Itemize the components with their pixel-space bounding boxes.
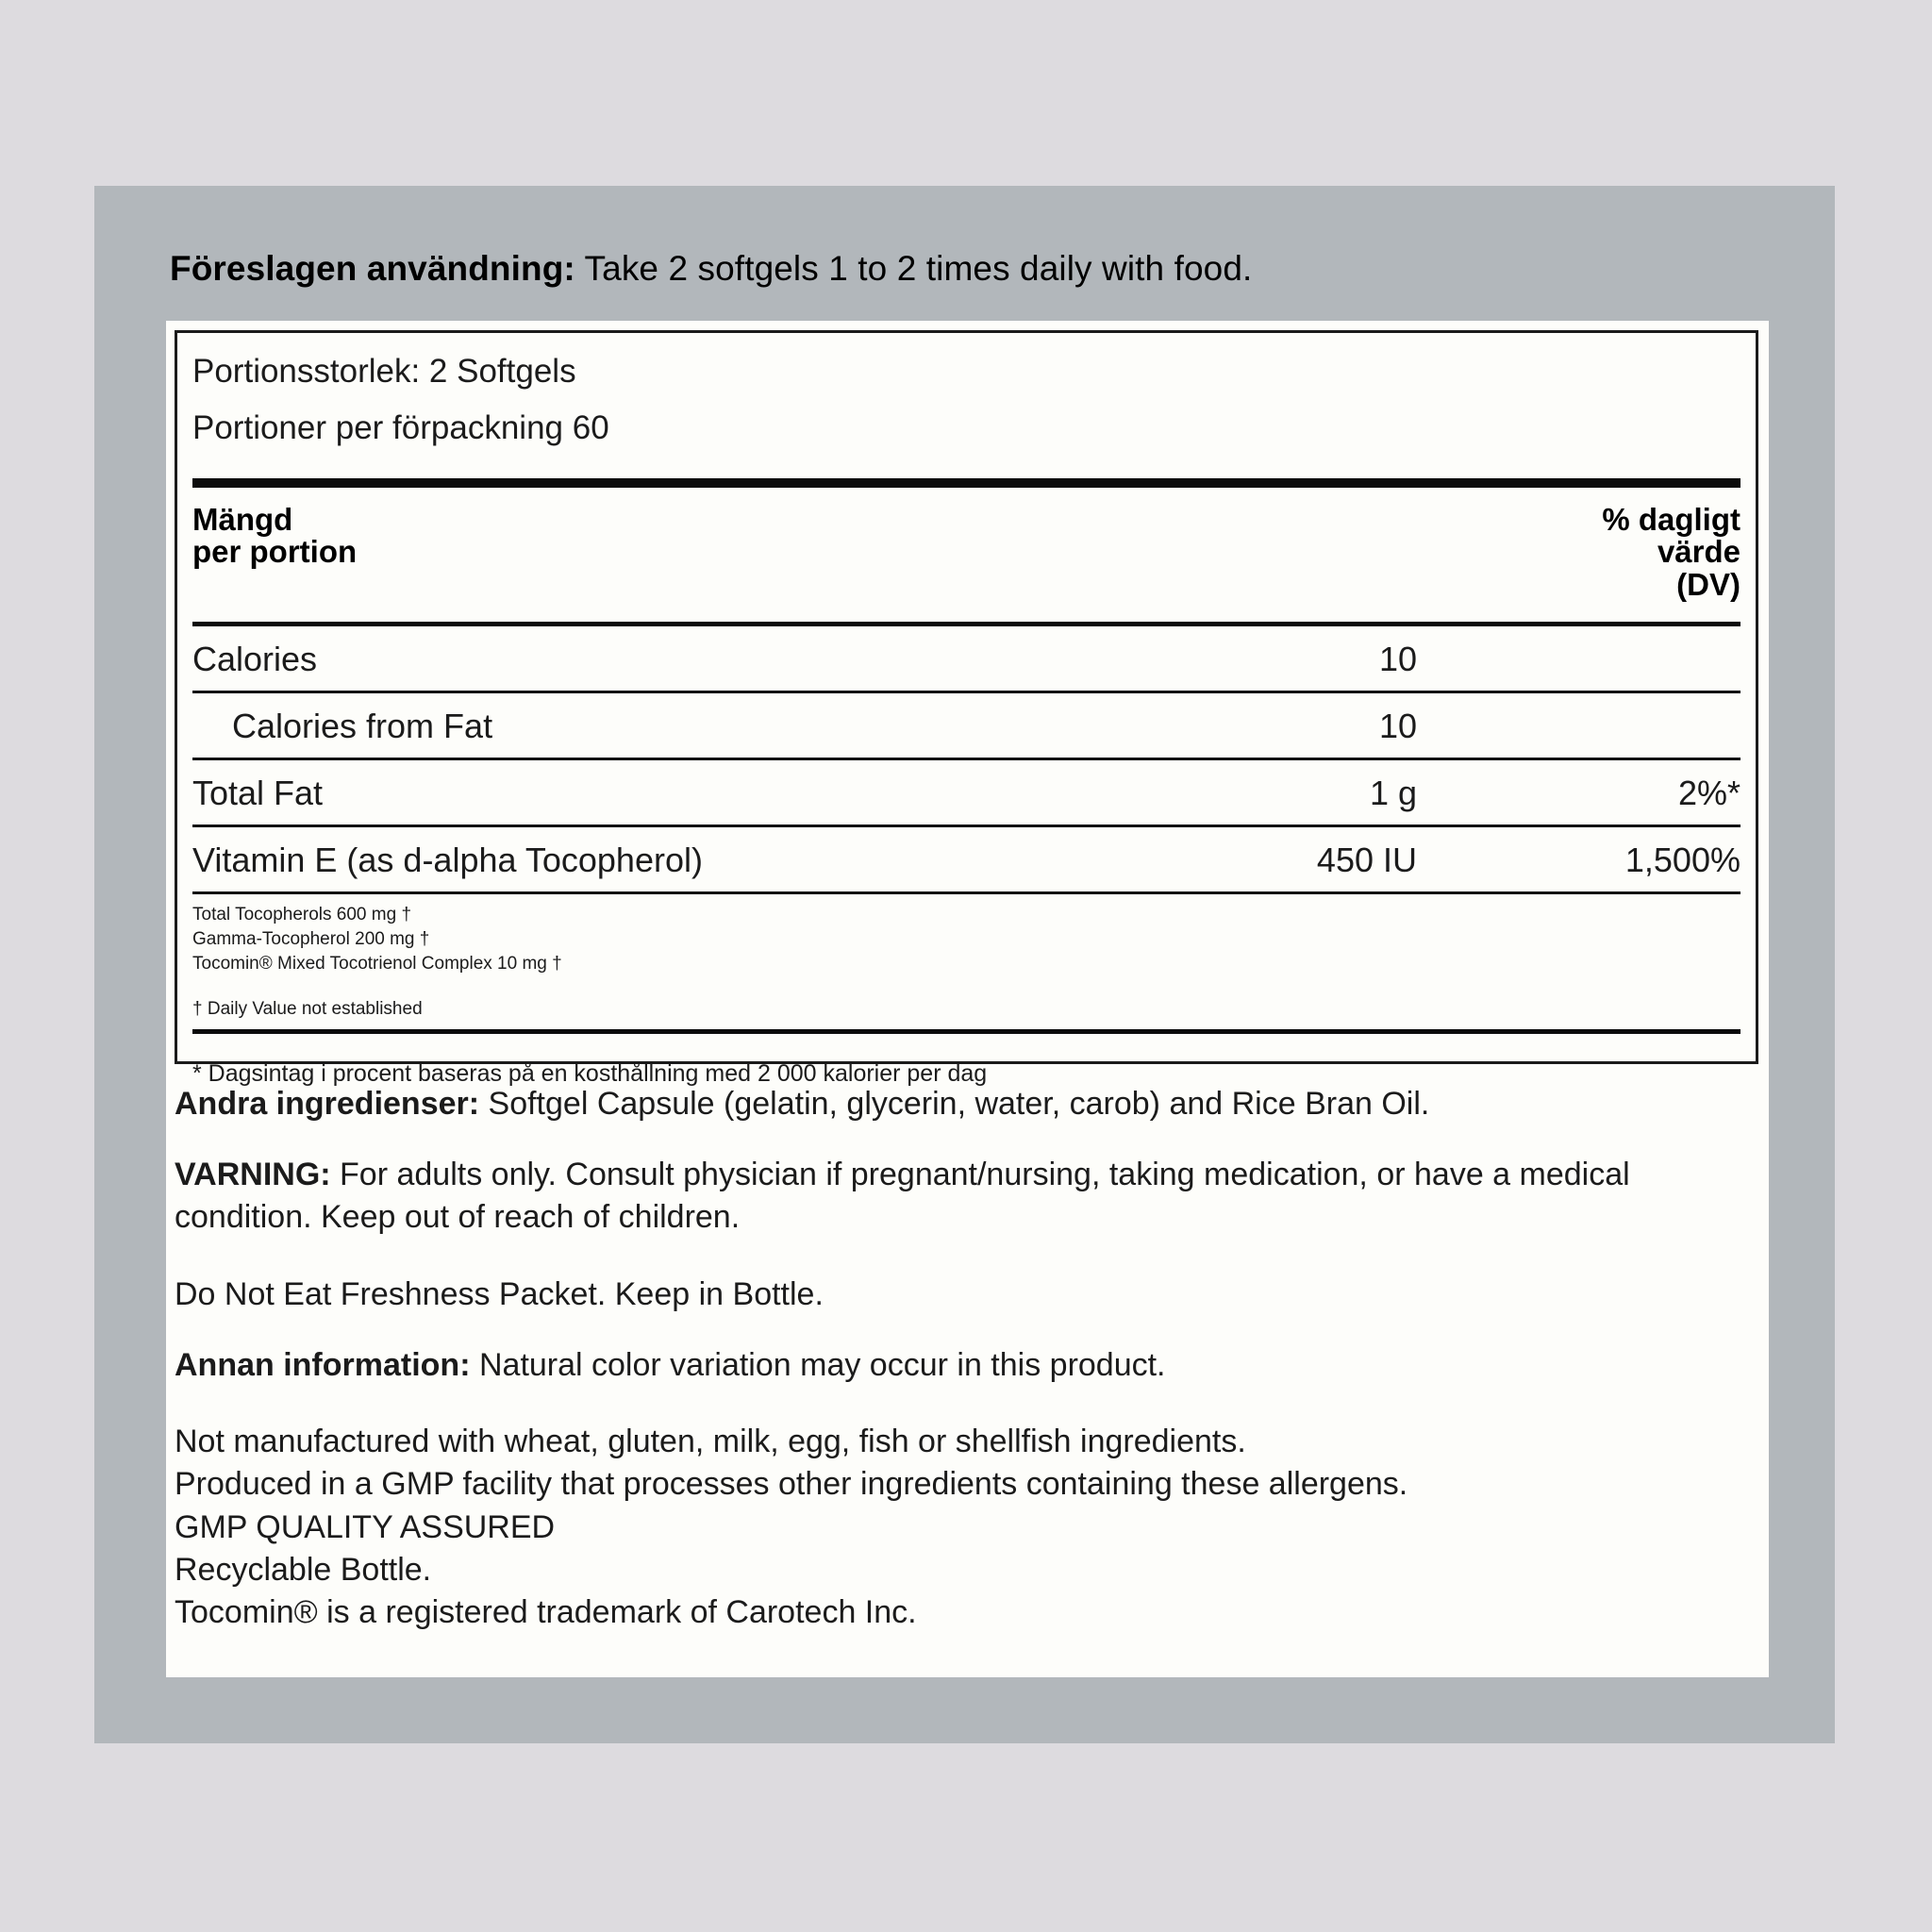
suggested-use-label: Föreslagen användning: [170, 249, 575, 288]
row-amount: 1 g [1369, 774, 1417, 812]
other-information-label: Annan information: [175, 1346, 471, 1383]
nutrition-table-header [192, 488, 1740, 622]
table-row [192, 626, 1740, 691]
suggested-use-text: Take 2 softgels 1 to 2 times daily with food. [575, 249, 1253, 288]
other-information-paragraph [175, 1344, 1767, 1387]
daily-value-header [1602, 504, 1740, 601]
label-body-text [175, 1083, 1767, 1634]
row-amount: 10 [1378, 640, 1417, 678]
daily-value-footnote: * Dagsintag i procent baseras på en kosthållning med 2 000 kalorier per dag [192, 1059, 988, 1087]
suggested-use-line [170, 249, 1252, 289]
amount-header-line1: Mängd [192, 502, 293, 537]
row-name: Total Fat [192, 774, 324, 812]
serving-size: Portionsstorlek: 2 Softgels [192, 353, 576, 390]
list-item: Tocomin® Mixed Tocotrienol Complex 10 mg † [192, 954, 562, 974]
list-item: Total Tocopherols 600 mg † [192, 905, 412, 924]
row-name: Calories [192, 640, 318, 678]
warning-text: For adults only. Consult physician if pregnant/nursing, taking medication, or have a medical condition. Keep out of reach of children. [175, 1157, 1630, 1236]
row-daily-value: 2%* [1677, 774, 1740, 812]
rule-below-servings [192, 478, 1740, 488]
table-row [192, 827, 1740, 891]
subingredient-list [192, 894, 1740, 977]
table-row [192, 760, 1740, 824]
footer-line: GMP QUALITY ASSURED [175, 1508, 556, 1545]
other-ingredients-paragraph [175, 1083, 1767, 1125]
dv-header-line3: (DV) [1676, 566, 1740, 602]
amount-per-serving-header [192, 504, 357, 569]
footer-line: Recyclable Bottle. [175, 1551, 432, 1588]
other-ingredients-text: Softgel Capsule (gelatin, glycerin, water, carob) and Rice Bran Oil. [479, 1086, 1430, 1122]
dv-header-line1: % dagligt [1602, 502, 1740, 537]
warning-paragraph [175, 1154, 1767, 1239]
freshness-packet-note: Do Not Eat Freshness Packet. Keep in Bottle. [175, 1275, 824, 1312]
dv-header-line2: värde [1657, 534, 1740, 570]
list-item: Gamma-Tocopherol 200 mg † [192, 929, 430, 950]
label-white-panel [166, 321, 1769, 1677]
dagger-footnote: † Daily Value not established [192, 998, 423, 1019]
footer-line: Tocomin® is a registered trademark of Carotech Inc. [175, 1593, 917, 1630]
other-ingredients-label: Andra ingredienser: [175, 1086, 480, 1122]
row-amount: 10 [1378, 707, 1417, 745]
other-information-text: Natural color variation may occur in this product. [470, 1346, 1166, 1383]
servings-per-container: Portioner per förpackning 60 [192, 409, 609, 446]
row-name: Vitamin E (as d-alpha Tocopherol) [192, 841, 703, 879]
amount-header-line2: per portion [192, 534, 358, 570]
footer-line: Produced in a GMP facility that processes other ingredients containing these allergens. [175, 1466, 1408, 1503]
row-amount: 450 IU [1316, 841, 1417, 879]
label-gray-panel [94, 186, 1835, 1743]
row-daily-value: 1,500% [1624, 841, 1740, 879]
nutrition-facts-box [175, 330, 1758, 1087]
footer-line: Not manufactured with wheat, gluten, milk, egg, fish or shellfish ingredients. [175, 1424, 1246, 1460]
table-row [192, 693, 1740, 758]
warning-label: VARNING: [175, 1157, 331, 1193]
row-name: Calories from Fat [232, 707, 493, 745]
